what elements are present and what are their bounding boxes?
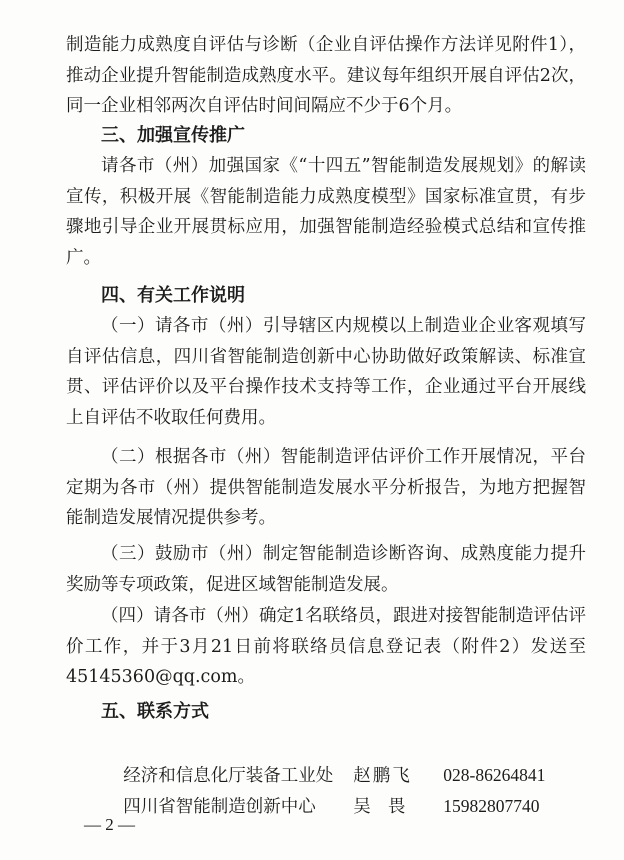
paragraph-note-4: （四）请各市（州）确定1名联络员，跟进对接智能制造评估评价工作，并于3月21日前将联络员信息登记表（附件2）发送至45145360@qq.com。 (66, 606, 586, 687)
paragraph-assessment-continued: 制造能力成熟度自评估与诊断（企业自评估操作方法详见附件1），推动企业提升智能制造成熟度水平。建议每年组织开展自评估2次，同一企业相邻两次自评估时间间隔应不少于6个月。 (66, 35, 586, 116)
page-number: — 2 — (84, 815, 135, 834)
paragraph-promotion: 请各市（州）加强国家《“十四五”智能制造发展规划》的解读宣传，积极开展《智能制造能力成熟度模型》国家标准宣贯，有步骤地引导企业开展贯标应用，加强智能制造经验模式总结和宣传推广。 (66, 156, 586, 268)
paragraph-note-3: （三）鼓励市（州）制定智能制造诊断咨询、成熟度能力提升奖励等专项政策，促进区域智能制造发展。 (66, 544, 586, 595)
heading-promotion: 三、加强宣传推广 (101, 125, 245, 146)
heading-contacts: 五、联系方式 (101, 701, 209, 722)
contact-person: 吴 畏 (353, 797, 408, 817)
paragraph-note-1: （一）请各市（州）引导辖区内规模以上制造业企业客观填写自评估信息，四川省智能制造创新中心协助做好政策解读、标准宣贯、评估评价以及平台操作技术支持等工作，企业通过平台开展线上自评估不收取任何费用。 (66, 316, 586, 428)
contact-person: 赵鹏飞 (353, 766, 412, 786)
contact-org: 四川省智能制造创新中心 (123, 797, 316, 817)
paragraph-note-2: （二）根据各市（州）智能制造评估评价工作开展情况，平台定期为各市（州）提供智能制造发展水平分析报告，为地方把握智能制造发展情况提供参考。 (66, 447, 586, 528)
heading-work-notes: 四、有关工作说明 (101, 285, 245, 306)
contact-phone: 15982807740 (443, 796, 540, 816)
contact-row (101, 761, 540, 852)
contact-phone: 028-86264841 (443, 765, 546, 785)
contact-org: 经济和信息化厅装备工业处 (123, 766, 334, 786)
